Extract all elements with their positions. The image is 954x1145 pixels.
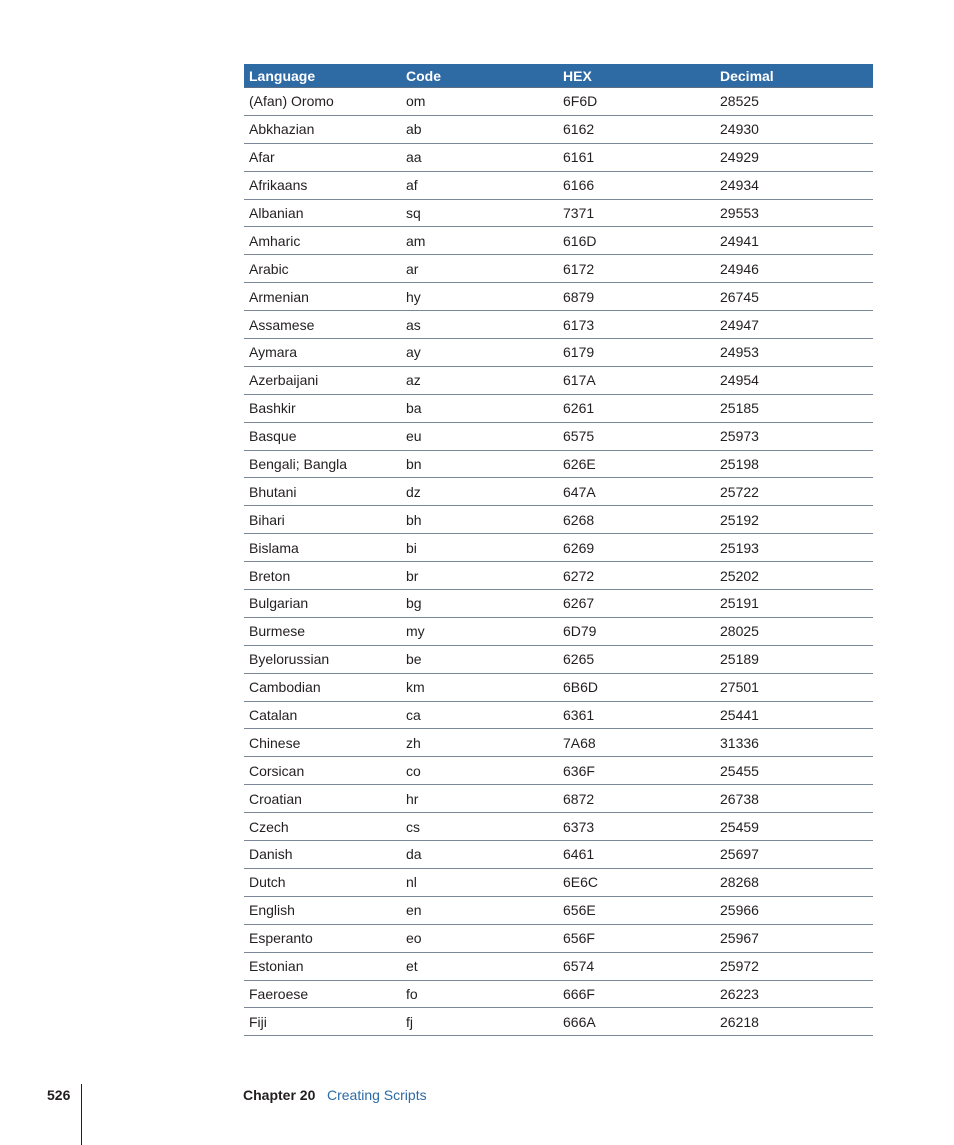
code-cell: be (401, 645, 558, 673)
decimal-cell: 25973 (715, 422, 873, 450)
code-cell: ba (401, 394, 558, 422)
language-cell: Bihari (244, 506, 401, 534)
language-cell: Aymara (244, 339, 401, 367)
hex-cell: 7A68 (558, 729, 715, 757)
hex-cell: 6F6D (558, 88, 715, 116)
hex-cell: 656E (558, 896, 715, 924)
chapter-label: Chapter 20 (243, 1087, 316, 1103)
decimal-cell: 24953 (715, 339, 873, 367)
table-row (244, 450, 873, 478)
decimal-cell: 27501 (715, 673, 873, 701)
decimal-cell: 25455 (715, 757, 873, 785)
language-cell: Estonian (244, 952, 401, 980)
decimal-cell: 24934 (715, 171, 873, 199)
code-cell: ab (401, 115, 558, 143)
decimal-cell: 26738 (715, 785, 873, 813)
language-cell: Croatian (244, 785, 401, 813)
column-header-decimal: Decimal (715, 64, 873, 88)
hex-cell: 6267 (558, 590, 715, 618)
language-cell: Burmese (244, 617, 401, 645)
language-cell: Afar (244, 143, 401, 171)
hex-cell: 6361 (558, 701, 715, 729)
hex-cell: 6373 (558, 813, 715, 841)
code-cell: af (401, 171, 558, 199)
decimal-cell: 25185 (715, 394, 873, 422)
table-row (244, 617, 873, 645)
table-row (244, 757, 873, 785)
language-cell: Bashkir (244, 394, 401, 422)
code-cell: zh (401, 729, 558, 757)
code-cell: fj (401, 1008, 558, 1036)
hex-cell: 656F (558, 924, 715, 952)
hex-cell: 626E (558, 450, 715, 478)
code-cell: as (401, 311, 558, 339)
language-cell: Amharic (244, 227, 401, 255)
table-header-row (244, 64, 873, 88)
language-cell: Faeroese (244, 980, 401, 1008)
table-row (244, 896, 873, 924)
code-cell: cs (401, 813, 558, 841)
decimal-cell: 24929 (715, 143, 873, 171)
code-cell: co (401, 757, 558, 785)
hex-cell: 6879 (558, 283, 715, 311)
decimal-cell: 25202 (715, 562, 873, 590)
hex-cell: 6268 (558, 506, 715, 534)
table-row (244, 1008, 873, 1036)
table-row (244, 366, 873, 394)
hex-cell: 6872 (558, 785, 715, 813)
column-header-hex: HEX (558, 64, 715, 88)
table-row (244, 673, 873, 701)
decimal-cell: 24946 (715, 255, 873, 283)
decimal-cell: 25189 (715, 645, 873, 673)
hex-cell: 6265 (558, 645, 715, 673)
code-cell: aa (401, 143, 558, 171)
language-cell: Dutch (244, 868, 401, 896)
decimal-cell: 25966 (715, 896, 873, 924)
code-cell: dz (401, 478, 558, 506)
hex-cell: 6172 (558, 255, 715, 283)
code-cell: hr (401, 785, 558, 813)
hex-cell: 617A (558, 366, 715, 394)
column-header-code: Code (401, 64, 558, 88)
code-cell: bn (401, 450, 558, 478)
language-cell: Afrikaans (244, 171, 401, 199)
hex-cell: 7371 (558, 199, 715, 227)
table-row (244, 506, 873, 534)
page-number: 526 (47, 1087, 71, 1103)
decimal-cell: 24947 (715, 311, 873, 339)
language-cell: Catalan (244, 701, 401, 729)
table-row (244, 729, 873, 757)
decimal-cell: 26218 (715, 1008, 873, 1036)
table-row (244, 868, 873, 896)
decimal-cell: 29553 (715, 199, 873, 227)
decimal-cell: 26223 (715, 980, 873, 1008)
language-cell: Arabic (244, 255, 401, 283)
table-row (244, 980, 873, 1008)
table-row (244, 339, 873, 367)
decimal-cell: 31336 (715, 729, 873, 757)
language-cell: Bhutani (244, 478, 401, 506)
code-cell: ar (401, 255, 558, 283)
table-row (244, 562, 873, 590)
language-cell: Cambodian (244, 673, 401, 701)
table-row (244, 115, 873, 143)
decimal-cell: 25459 (715, 813, 873, 841)
hex-cell: 6166 (558, 171, 715, 199)
hex-cell: 616D (558, 227, 715, 255)
table-row (244, 255, 873, 283)
table-body (244, 88, 873, 1036)
hex-cell: 6B6D (558, 673, 715, 701)
table-row (244, 227, 873, 255)
code-cell: ca (401, 701, 558, 729)
language-cell: Czech (244, 813, 401, 841)
table-row (244, 701, 873, 729)
code-cell: bh (401, 506, 558, 534)
table-row (244, 283, 873, 311)
decimal-cell: 25191 (715, 590, 873, 618)
decimal-cell: 25972 (715, 952, 873, 980)
code-cell: da (401, 841, 558, 869)
hex-cell: 6261 (558, 394, 715, 422)
code-cell: km (401, 673, 558, 701)
decimal-cell: 25193 (715, 534, 873, 562)
language-cell: Bulgarian (244, 590, 401, 618)
decimal-cell: 25198 (715, 450, 873, 478)
code-cell: bg (401, 590, 558, 618)
decimal-cell: 24930 (715, 115, 873, 143)
code-cell: bi (401, 534, 558, 562)
decimal-cell: 24941 (715, 227, 873, 255)
code-cell: my (401, 617, 558, 645)
hex-cell: 6D79 (558, 617, 715, 645)
language-cell: Azerbaijani (244, 366, 401, 394)
language-cell: Basque (244, 422, 401, 450)
code-cell: ay (401, 339, 558, 367)
decimal-cell: 25441 (715, 701, 873, 729)
hex-cell: 6574 (558, 952, 715, 980)
table-row (244, 88, 873, 116)
table-row (244, 841, 873, 869)
code-cell: en (401, 896, 558, 924)
decimal-cell: 25967 (715, 924, 873, 952)
language-cell: Breton (244, 562, 401, 590)
language-cell: Albanian (244, 199, 401, 227)
language-cell: Danish (244, 841, 401, 869)
code-cell: az (401, 366, 558, 394)
table-row (244, 534, 873, 562)
language-cell: Fiji (244, 1008, 401, 1036)
code-cell: nl (401, 868, 558, 896)
hex-cell: 6179 (558, 339, 715, 367)
code-cell: et (401, 952, 558, 980)
footer-divider (81, 1084, 82, 1145)
code-cell: eu (401, 422, 558, 450)
decimal-cell: 25697 (715, 841, 873, 869)
language-cell: Corsican (244, 757, 401, 785)
hex-cell: 6173 (558, 311, 715, 339)
code-cell: fo (401, 980, 558, 1008)
table-row (244, 199, 873, 227)
decimal-cell: 24954 (715, 366, 873, 394)
table-row (244, 924, 873, 952)
table-row (244, 311, 873, 339)
hex-cell: 6162 (558, 115, 715, 143)
decimal-cell: 25722 (715, 478, 873, 506)
language-cell: English (244, 896, 401, 924)
decimal-cell: 28268 (715, 868, 873, 896)
decimal-cell: 28025 (715, 617, 873, 645)
chapter-title-link[interactable]: Creating Scripts (327, 1087, 427, 1103)
hex-cell: 6269 (558, 534, 715, 562)
language-cell: Abkhazian (244, 115, 401, 143)
code-cell: hy (401, 283, 558, 311)
language-cell: Bislama (244, 534, 401, 562)
table-row (244, 394, 873, 422)
language-cell: Chinese (244, 729, 401, 757)
table-row (244, 171, 873, 199)
language-cell: Byelorussian (244, 645, 401, 673)
table-row (244, 590, 873, 618)
code-cell: eo (401, 924, 558, 952)
table-row (244, 645, 873, 673)
code-cell: sq (401, 199, 558, 227)
decimal-cell: 26745 (715, 283, 873, 311)
table-row (244, 785, 873, 813)
language-cell: Armenian (244, 283, 401, 311)
code-cell: br (401, 562, 558, 590)
code-cell: om (401, 88, 558, 116)
table-row (244, 952, 873, 980)
hex-cell: 666A (558, 1008, 715, 1036)
decimal-cell: 28525 (715, 88, 873, 116)
table-row (244, 478, 873, 506)
table-row (244, 813, 873, 841)
column-header-language: Language (244, 64, 401, 88)
language-code-table (244, 64, 873, 1036)
language-cell: Assamese (244, 311, 401, 339)
hex-cell: 636F (558, 757, 715, 785)
hex-cell: 647A (558, 478, 715, 506)
table-row (244, 143, 873, 171)
hex-cell: 6E6C (558, 868, 715, 896)
code-cell: am (401, 227, 558, 255)
language-cell: Esperanto (244, 924, 401, 952)
table-row (244, 422, 873, 450)
hex-cell: 6272 (558, 562, 715, 590)
hex-cell: 666F (558, 980, 715, 1008)
hex-cell: 6461 (558, 841, 715, 869)
language-cell: Bengali; Bangla (244, 450, 401, 478)
hex-cell: 6161 (558, 143, 715, 171)
language-cell: (Afan) Oromo (244, 88, 401, 116)
decimal-cell: 25192 (715, 506, 873, 534)
hex-cell: 6575 (558, 422, 715, 450)
